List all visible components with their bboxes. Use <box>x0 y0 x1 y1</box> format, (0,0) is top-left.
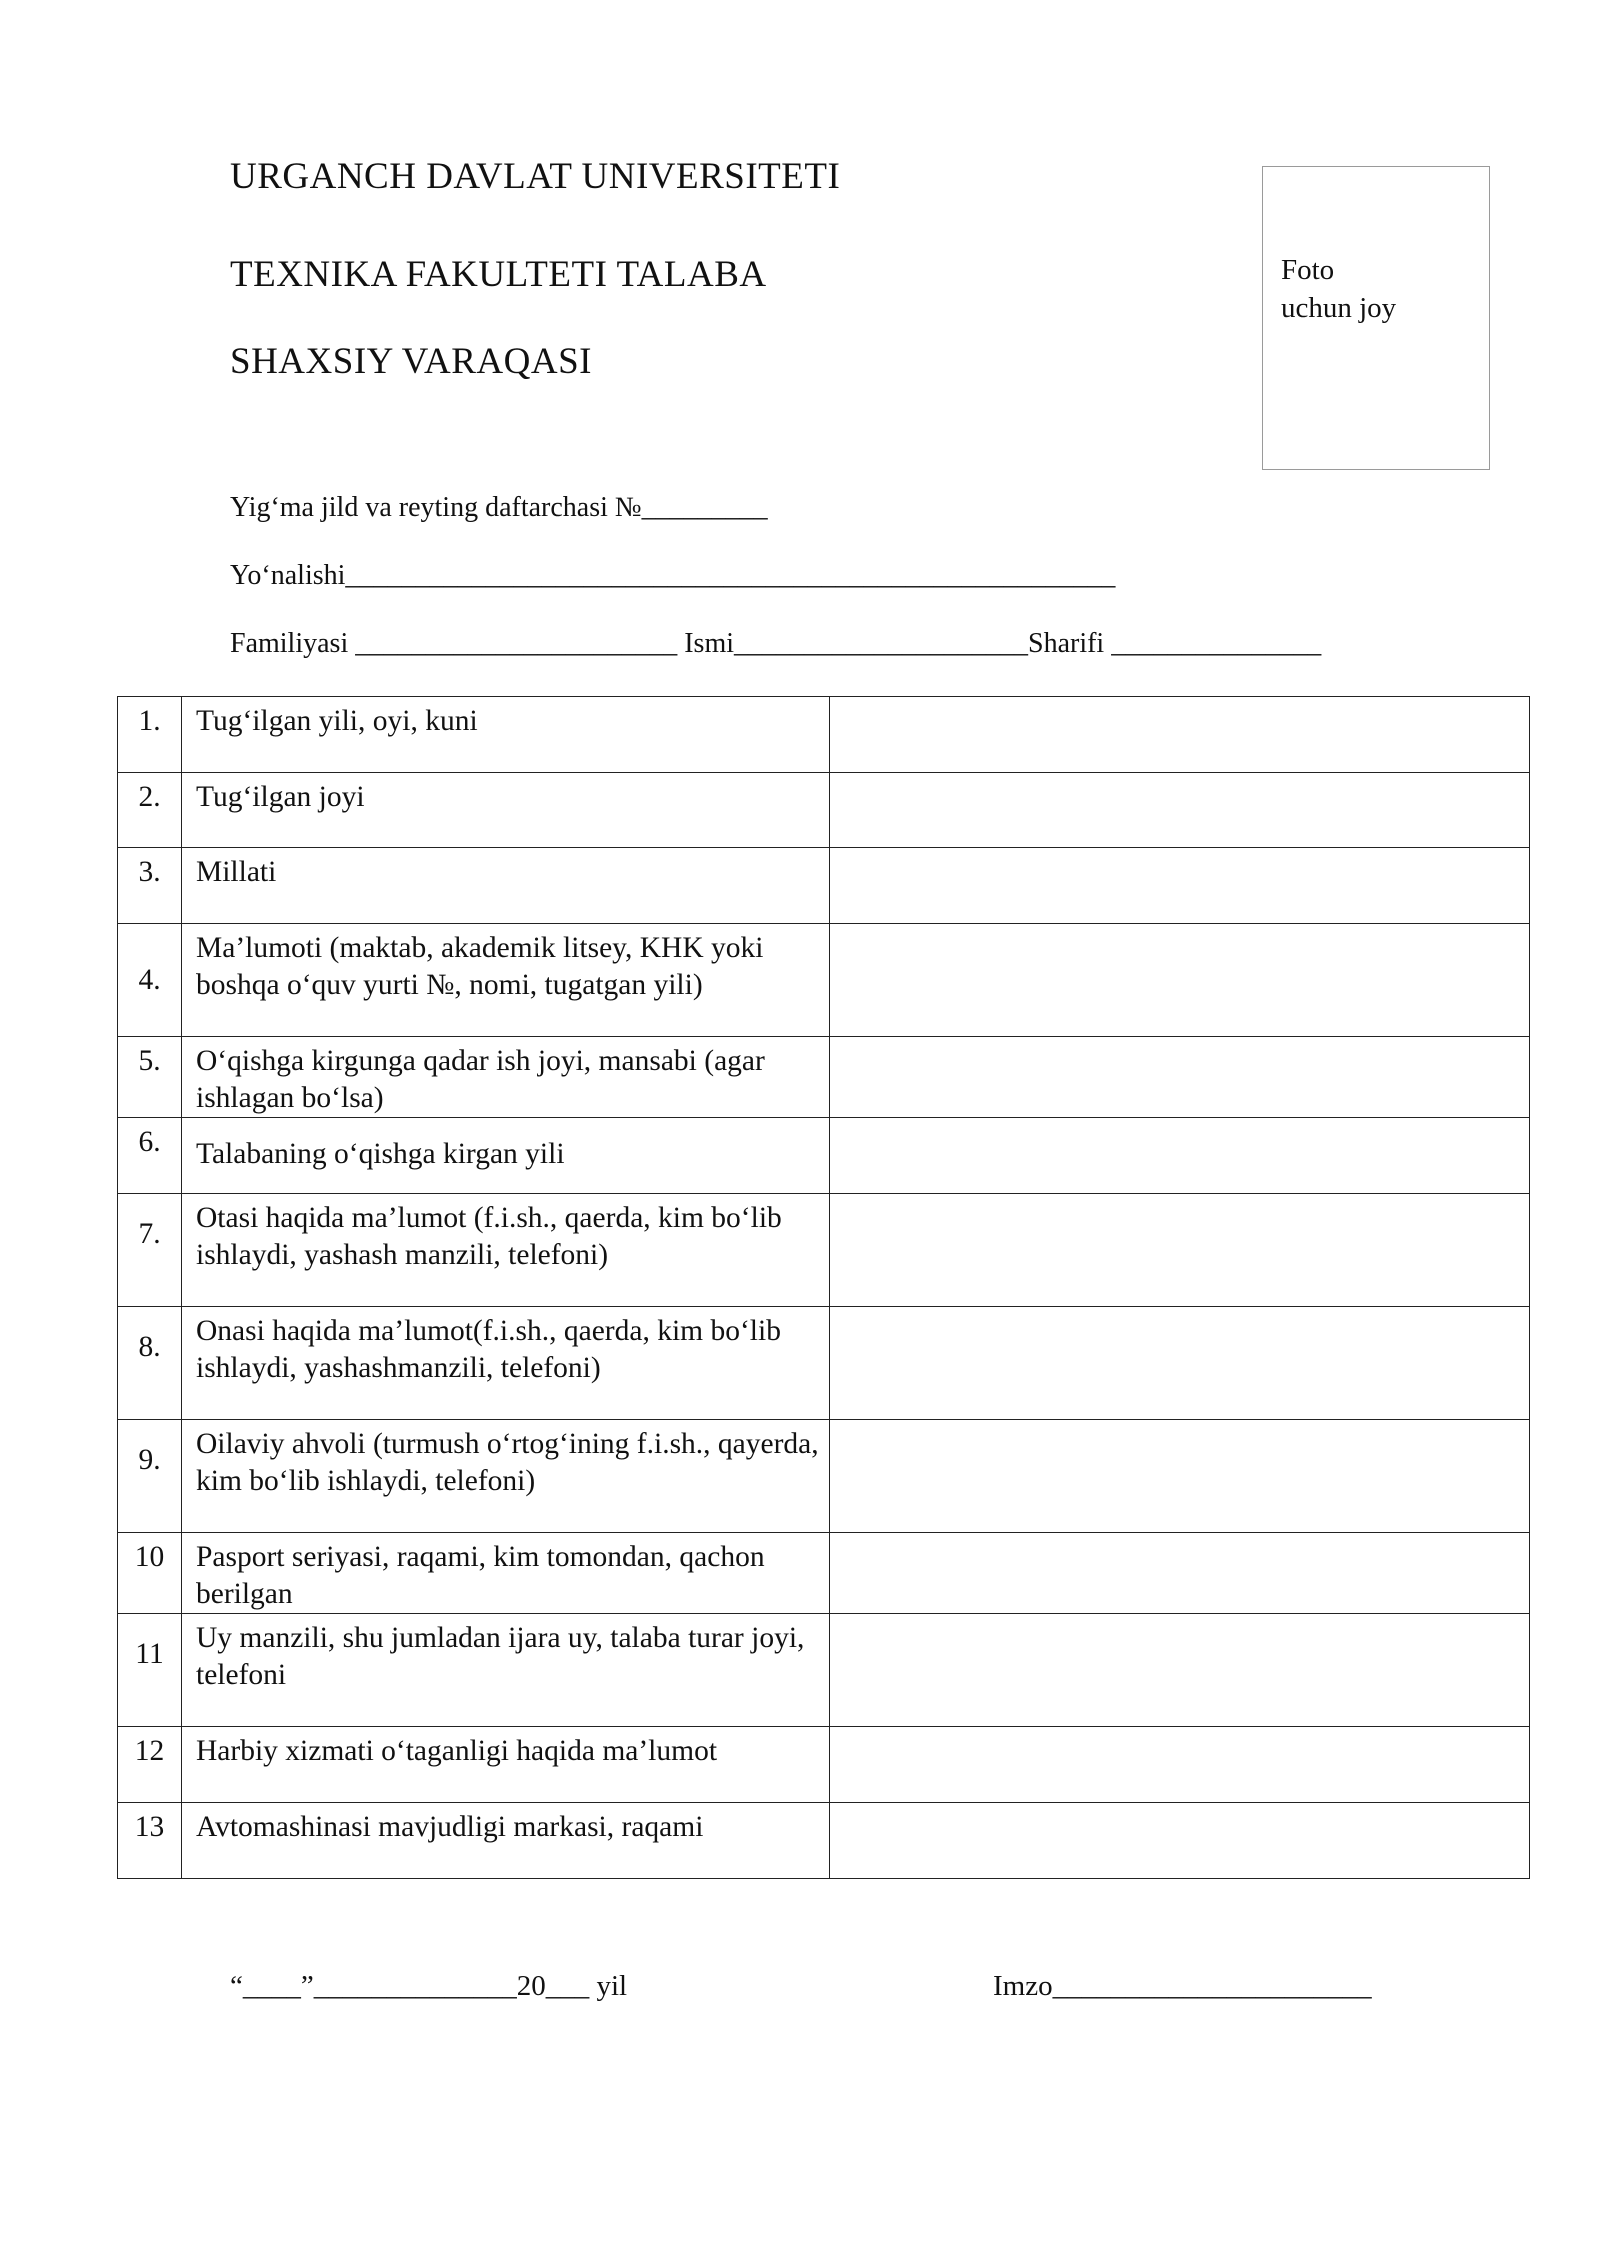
signature-field: Imzo______________________ <box>993 1970 1372 2002</box>
table-row <box>118 1420 1530 1533</box>
table-row <box>118 1307 1530 1420</box>
photo-label-line-1: Foto <box>1281 254 1335 286</box>
table-row <box>118 773 1530 848</box>
row-number: 9. <box>118 1420 182 1533</box>
row-value-cell <box>830 848 1530 924</box>
table-row <box>118 924 1530 1037</box>
document-title-line-1: URGANCH DAVLAT UNIVERSITETI <box>230 156 841 197</box>
row-number: 5. <box>118 1037 182 1118</box>
row-value-cell <box>830 924 1530 1037</box>
row-number: 4. <box>118 924 182 1037</box>
student-info-table <box>117 696 1530 1879</box>
row-label: O‘qishga kirgunga qadar ish joyi, mansabi (agar ishlagan bo‘lsa) <box>182 1037 830 1118</box>
row-value-cell <box>830 1727 1530 1803</box>
row-value-cell <box>830 1307 1530 1420</box>
row-value-cell <box>830 1194 1530 1307</box>
table-row <box>118 1803 1530 1879</box>
row-number: 12 <box>118 1727 182 1803</box>
full-name-fields: Familiyasi _______________________ Ismi_____________________Sharifi _______________ <box>230 628 1322 659</box>
row-value-cell <box>830 773 1530 848</box>
document-title-line-3: SHAXSIY VARAQASI <box>230 341 592 382</box>
row-value-cell <box>830 1803 1530 1879</box>
row-value-cell <box>830 1037 1530 1118</box>
photo-placeholder <box>1262 166 1490 470</box>
record-book-number-field: Yig‘ma jild va reyting daftarchasi №_________ <box>230 492 768 523</box>
row-number: 6. <box>118 1118 182 1194</box>
table-row <box>118 1194 1530 1307</box>
row-number: 7. <box>118 1194 182 1307</box>
table-row <box>118 1533 1530 1614</box>
photo-placeholder-text <box>1281 251 1396 327</box>
row-value-cell <box>830 697 1530 773</box>
row-label: Tug‘ilgan yili, oyi, kuni <box>182 697 830 773</box>
table-row <box>118 1037 1530 1118</box>
document-title-line-2: TEXNIKA FAKULTETI TALABA <box>230 254 767 295</box>
row-number: 2. <box>118 773 182 848</box>
row-number: 11 <box>118 1614 182 1727</box>
row-number: 1. <box>118 697 182 773</box>
table-row <box>118 848 1530 924</box>
row-value-cell <box>830 1533 1530 1614</box>
row-value-cell <box>830 1614 1530 1727</box>
row-label: Pasport seriyasi, raqami, kim tomondan, qachon berilgan <box>182 1533 830 1614</box>
row-label: Tug‘ilgan joyi <box>182 773 830 848</box>
row-value-cell <box>830 1118 1530 1194</box>
row-number: 3. <box>118 848 182 924</box>
row-label: Ma’lumoti (maktab, akademik litsey, KHK yoki boshqa o‘quv yurti №, nomi, tugatgan yili) <box>182 924 830 1037</box>
table-row <box>118 1727 1530 1803</box>
row-number: 10 <box>118 1533 182 1614</box>
direction-field: Yo‘nalishi_______________________________________________________ <box>230 560 1116 591</box>
row-label: Avtomashinasi mavjudligi markasi, raqami <box>182 1803 830 1879</box>
row-label: Oilaviy ahvoli (turmush o‘rtog‘ining f.i.sh., qayerda, kim bo‘lib ishlaydi, telefoni) <box>182 1420 830 1533</box>
row-label: Talabaning o‘qishga kirgan yili <box>182 1118 830 1194</box>
row-value-cell <box>830 1420 1530 1533</box>
row-label: Millati <box>182 848 830 924</box>
photo-label-line-2: uchun joy <box>1281 292 1397 324</box>
row-label: Harbiy xizmati o‘taganligi haqida ma’lumot <box>182 1727 830 1803</box>
date-field: “____”______________20___ yil <box>230 1970 628 2002</box>
row-number: 13 <box>118 1803 182 1879</box>
row-label: Onasi haqida ma’lumot(f.i.sh., qaerda, kim bo‘lib ishlaydi, yashashmanzili, telefoni) <box>182 1307 830 1420</box>
row-label: Uy manzili, shu jumladan ijara uy, talaba turar joyi, telefoni <box>182 1614 830 1727</box>
table-row <box>118 1614 1530 1727</box>
row-label: Otasi haqida ma’lumot (f.i.sh., qaerda, kim bo‘lib ishlaydi, yashash manzili, telefoni) <box>182 1194 830 1307</box>
table-row <box>118 697 1530 773</box>
row-number: 8. <box>118 1307 182 1420</box>
table-row <box>118 1118 1530 1194</box>
